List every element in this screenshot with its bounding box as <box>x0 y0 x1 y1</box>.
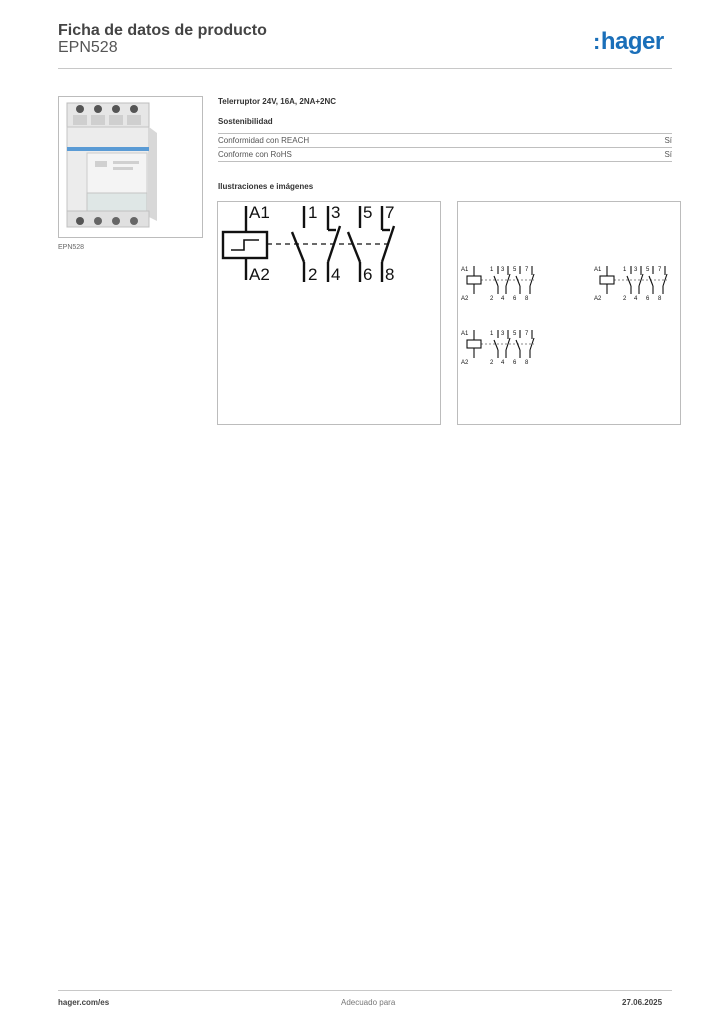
coil-top-label: A1 <box>249 203 270 222</box>
mini-coil-top-label: A1 <box>461 267 469 273</box>
page-title: Ficha de datos de producto <box>58 22 267 39</box>
svg-text:1: 1 <box>623 267 627 273</box>
svg-text:3: 3 <box>634 267 638 273</box>
svg-text:4: 4 <box>634 296 638 302</box>
wiring-diagram-small-svg <box>458 202 680 424</box>
illustrations-heading: Ilustraciones e imágenes <box>218 182 314 191</box>
svg-text:3: 3 <box>501 267 505 273</box>
svg-text:1: 1 <box>490 331 494 337</box>
footer-suitable-for: Adecuado para <box>341 998 396 1007</box>
contact-top-label: 7 <box>385 203 395 222</box>
svg-text:6: 6 <box>513 360 517 366</box>
contact-bottom-label: 2 <box>308 265 318 284</box>
contact-top-label: 5 <box>363 203 373 222</box>
svg-text:4: 4 <box>501 360 505 366</box>
sustainability-table <box>218 133 672 162</box>
svg-text:2: 2 <box>490 360 494 366</box>
mini-diagram-3 <box>461 330 534 366</box>
svg-text:A2: A2 <box>461 360 469 366</box>
contact-bottom-label: 6 <box>363 265 373 284</box>
contactor-device-image <box>59 97 202 237</box>
footer-date: 27.06.2025 <box>622 998 663 1007</box>
svg-text:7: 7 <box>658 267 662 273</box>
table-row <box>218 147 672 162</box>
wiring-diagram-large-svg <box>218 202 440 424</box>
svg-text:2: 2 <box>623 296 627 302</box>
row-label: Conformidad con REACH <box>218 136 310 145</box>
svg-text:A2: A2 <box>594 296 602 302</box>
coil-bottom-label: A2 <box>249 265 270 284</box>
svg-text:7: 7 <box>525 331 529 337</box>
contact-bottom-label: 4 <box>331 265 341 284</box>
svg-text:A1: A1 <box>594 267 602 273</box>
svg-text:2: 2 <box>490 296 494 302</box>
row-value: Sí <box>664 150 672 159</box>
contact-top-label: 3 <box>331 203 341 222</box>
product-photo <box>58 96 203 238</box>
logo-text: hager <box>600 28 664 55</box>
svg-text:8: 8 <box>658 296 662 302</box>
svg-text:5: 5 <box>646 267 650 273</box>
mini-coil-bottom-label: A2 <box>461 296 469 302</box>
product-name: Telerruptor 24V, 16A, 2NA+2NC <box>218 97 337 106</box>
svg-text:5: 5 <box>513 331 517 337</box>
mini-diagram-1 <box>461 266 534 302</box>
contact-top-label: 1 <box>308 203 318 222</box>
wiring-diagram-small-set <box>457 201 681 425</box>
header-divider <box>58 68 672 69</box>
contact-bottom-label: 8 <box>385 265 395 284</box>
row-label: Conforme con RoHS <box>218 150 292 159</box>
row-value: Sí <box>664 136 672 145</box>
table-row <box>218 133 672 147</box>
photo-caption: EPN528 <box>58 244 85 251</box>
hager-logo: :hager <box>593 28 664 55</box>
sustainability-heading: Sostenibilidad <box>218 117 273 126</box>
svg-text:6: 6 <box>513 296 517 302</box>
wiring-diagram-large <box>217 201 441 425</box>
svg-text:5: 5 <box>513 267 517 273</box>
svg-text:7: 7 <box>525 267 529 273</box>
svg-text:1: 1 <box>490 267 494 273</box>
svg-text:A1: A1 <box>461 331 469 337</box>
product-code: EPN528 <box>58 39 118 56</box>
svg-text:8: 8 <box>525 296 529 302</box>
svg-text:6: 6 <box>646 296 650 302</box>
footer-divider <box>58 990 672 991</box>
svg-text:8: 8 <box>525 360 529 366</box>
mini-diagram-2 <box>594 266 667 302</box>
svg-text:3: 3 <box>501 331 505 337</box>
footer-website-link[interactable]: hager.com/es <box>58 998 110 1007</box>
svg-text:4: 4 <box>501 296 505 302</box>
